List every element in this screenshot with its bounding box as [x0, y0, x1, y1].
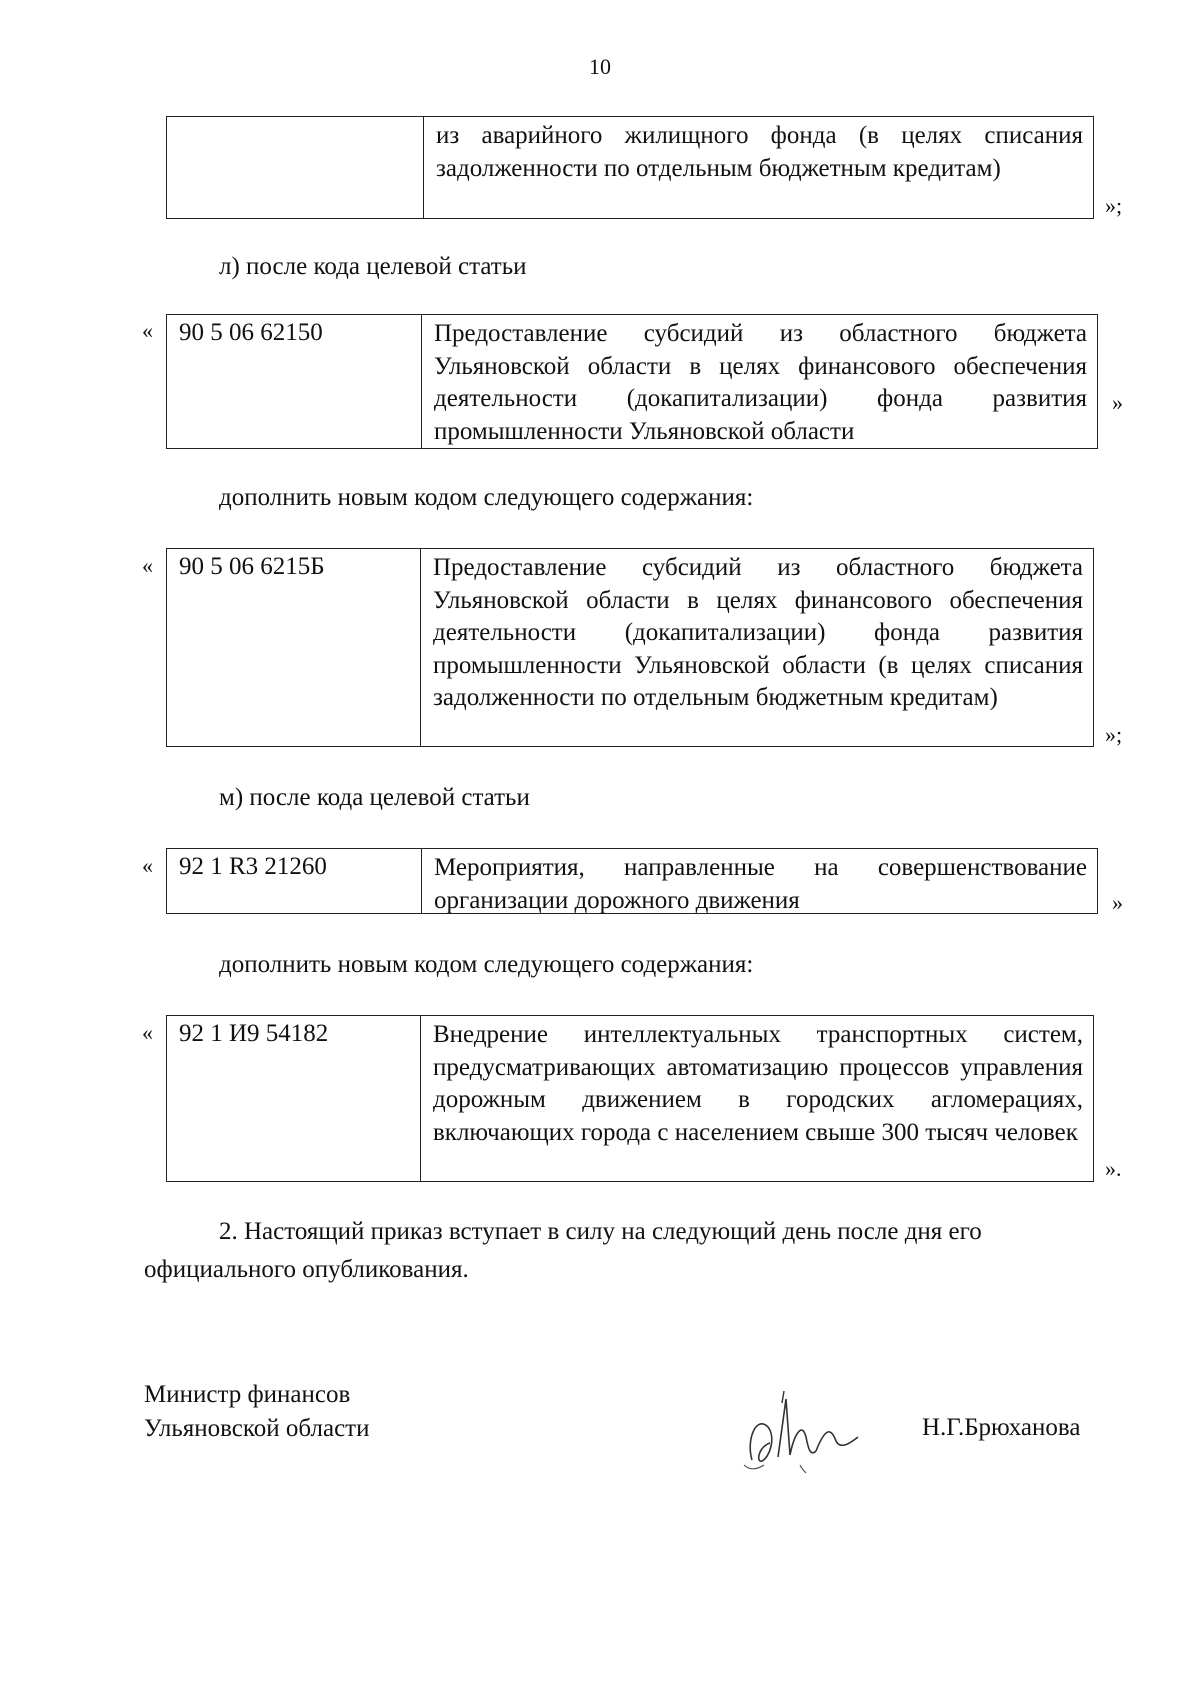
close-quote: »; [1105, 722, 1123, 747]
supplement-label: дополнить новым кодом следующего содержания: [219, 951, 754, 978]
paragraph-2: 2. Настоящий приказ вступает в силу на следующий день после дня его официального опубликования. [144, 1218, 982, 1283]
open-quote: « [142, 318, 153, 343]
signer-position-line2: Ульяновской области [144, 1415, 370, 1442]
code-cell [167, 117, 424, 218]
signer-position [144, 1378, 369, 1446]
description-cell: Мероприятия, направленные на совершенствование организации дорожного движения [434, 854, 1087, 914]
close-quote: » [1112, 890, 1123, 915]
description-cell: Внедрение интеллектуальных транспортных систем, предусматривающих автоматизацию процессов управления дорожным движением в городских агломерациях, включающих города с населением свыше 300 тысяч человек [433, 1021, 1083, 1146]
item-l-label: л) после кода целевой статьи [219, 253, 527, 280]
close-quote: » [1112, 390, 1123, 415]
page-number: 10 [589, 54, 611, 79]
close-quote: »; [1105, 193, 1123, 218]
table-row-new-l [166, 548, 1094, 747]
table-row-existing-m [166, 848, 1098, 914]
close-quote: ». [1105, 1156, 1122, 1181]
item-m-label: м) после кода целевой статьи [219, 784, 530, 811]
code-cell: 90 5 06 6215Б [167, 549, 421, 746]
supplement-label: дополнить новым кодом следующего содержания: [219, 484, 754, 511]
open-quote: « [142, 1020, 153, 1045]
description-cell: Предоставление субсидий из областного бюджета Ульяновской области в целях финансового обеспечения деятельности (докапитализации) фонда развития промышленности Ульяновской области (в целях списания задолженности по отдельным бюджетным кредитам) [433, 554, 1083, 711]
description-cell: Предоставление субсидий из областного бюджета Ульяновской области в целях финансового обеспечения деятельности (докапитализации) фонда развития промышленности Ульяновской области [434, 320, 1087, 445]
open-quote: « [142, 853, 153, 878]
signer-name: Н.Г.Брюханова [922, 1414, 1081, 1441]
table-continuation [166, 116, 1094, 219]
table-row-existing-l [166, 314, 1098, 449]
code-cell: 92 1 И9 54182 [167, 1016, 421, 1181]
open-quote: « [142, 553, 153, 578]
code-cell: 90 5 06 62150 [167, 315, 422, 448]
code-cell: 92 1 R3 21260 [167, 849, 422, 913]
table-row-new-m [166, 1015, 1094, 1182]
description-cell: из аварийного жилищного фонда (в целях списания задолженности по отдельным бюджетным кредитам) [436, 122, 1083, 182]
handwritten-signature [740, 1385, 870, 1475]
signer-position-line1: Министр финансов [144, 1381, 351, 1408]
